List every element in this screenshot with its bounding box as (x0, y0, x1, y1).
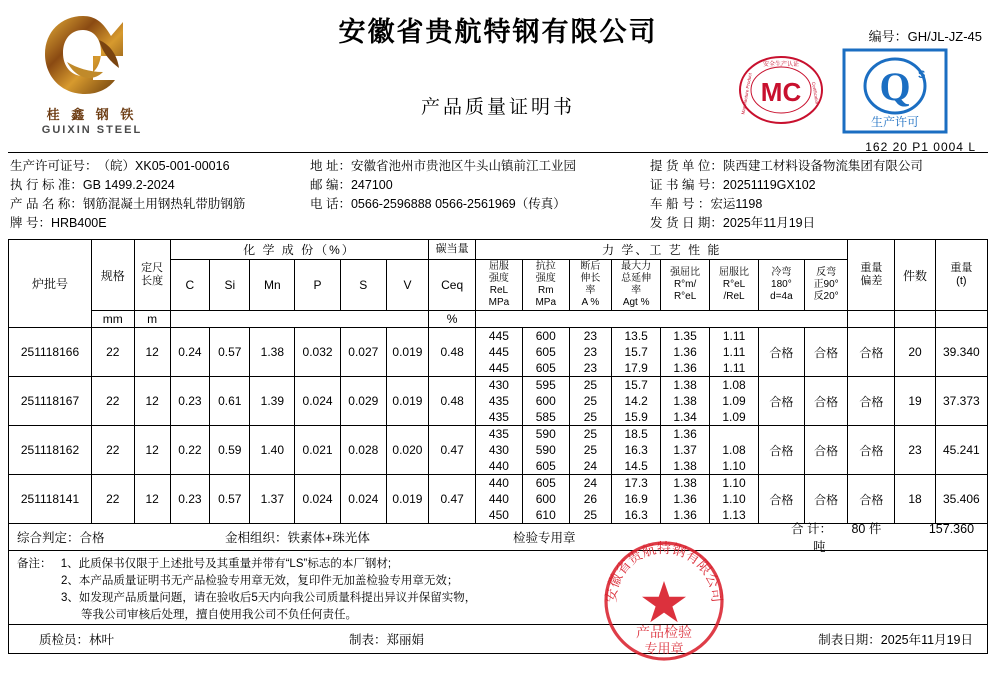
th-length-label: 定尺 长度 (141, 262, 164, 287)
table-row (9, 328, 988, 345)
th-weight-dev-label: 重量 偏差 (860, 262, 883, 287)
cell-v: 0.019 (386, 328, 429, 377)
th-c: C (170, 260, 209, 311)
license-no-label: 生产许可证号： (10, 159, 98, 173)
sq-production-license-seal-icon (842, 48, 948, 134)
cell-pieces: 19 (895, 377, 935, 426)
info-row-1 (8, 157, 988, 176)
cell-agt: 16.9 (612, 491, 661, 507)
cell-tensile-strength: 600 (522, 393, 569, 409)
cell-ceq: 0.48 (429, 328, 476, 377)
vehicle-no-value: 宏运1198 (710, 197, 763, 211)
notes-line-2: 2、本产品质量证明书无产品检验专用章无效，复印件无加盖检验专用章无效； (61, 575, 459, 587)
cell-pieces: 20 (895, 328, 935, 377)
cell-yield-strength: 445 (476, 360, 523, 377)
cell-weight-deviation: 合格 (848, 475, 895, 524)
cell-rebend: 合格 (804, 426, 848, 475)
prepared-by-label: 制表： (349, 633, 387, 647)
info-row-4 (8, 214, 988, 233)
cell-tensile-strength: 595 (522, 377, 569, 394)
cell-yield-strength: 440 (476, 458, 523, 475)
th-yield-strength-label: 屈服 强度 ReL MPa (488, 261, 510, 308)
th-mechanical-group: 力 学、工 艺 性 能 (476, 240, 848, 260)
info-block (8, 152, 988, 233)
cell-yield-ratio: 1.10 (710, 458, 759, 475)
phone-label: 电 话： (310, 197, 351, 211)
vehicle-no (650, 195, 988, 214)
cell-tensile-strength: 605 (522, 360, 569, 377)
cell-yield-strength: 445 (476, 344, 523, 360)
cell-weight: 35.406 (935, 475, 987, 524)
cell-tensile-strength: 600 (522, 491, 569, 507)
cell-s: 0.029 (340, 377, 386, 426)
cell-length: 12 (134, 475, 170, 524)
cell-elongation: 23 (569, 360, 612, 377)
ship-date-label: 发 货 日 期： (650, 216, 723, 230)
cell-agt: 17.9 (612, 360, 661, 377)
postcode (310, 176, 650, 195)
cell-mn: 1.37 (250, 475, 295, 524)
cell-mn: 1.38 (250, 328, 295, 377)
th-elongation (569, 260, 612, 311)
cell-yield-strength: 430 (476, 377, 523, 394)
cell-tensile-strength: 590 (522, 442, 569, 458)
svg-text:产品检验: 产品检验 (636, 625, 692, 641)
prepared-by (319, 630, 709, 648)
cell-elongation: 25 (569, 507, 612, 524)
th-agt (612, 260, 661, 311)
inspection-stamp-label: 检验专用章 (513, 531, 576, 545)
th-ceq-label: 碳当量 (435, 243, 469, 255)
grade-label: 牌 号： (10, 216, 51, 230)
mc-certification-seal-icon (738, 54, 824, 126)
cell-yield-ratio: 1.09 (710, 393, 759, 409)
svg-text:MC: MC (760, 77, 802, 107)
cell-yield-ratio (710, 426, 759, 443)
vehicle-no-label: 车 船 号 ： (650, 197, 711, 211)
cell-yield-strength: 450 (476, 507, 523, 524)
th-weight-label: 重量 (t) (950, 262, 973, 287)
license-no-value: （皖）XK05-001-00016 (97, 159, 230, 173)
svg-text:专用章: 专用章 (644, 642, 684, 657)
cell-strength-ratio: 1.38 (661, 475, 710, 492)
cell-strength-ratio: 1.37 (661, 442, 710, 458)
cell-p: 0.032 (295, 328, 341, 377)
cell-pieces: 18 (895, 475, 935, 524)
summary-row (8, 522, 988, 554)
cell-agt: 18.5 (612, 426, 661, 443)
cell-length: 12 (134, 328, 170, 377)
spacer-cell (310, 214, 650, 233)
th-yield-strength (476, 260, 523, 311)
th-tensile-strength (522, 260, 569, 311)
standard (8, 176, 310, 195)
document-title: 产品质量证明书 (420, 96, 575, 118)
th-furnace: 炉批号 (9, 240, 92, 328)
cell-mn: 1.39 (250, 377, 295, 426)
bottom-section (8, 522, 988, 657)
cell-yield-ratio: 1.08 (710, 377, 759, 394)
certificate-no-value: 20251119GX102 (722, 178, 816, 192)
cell-c: 0.24 (170, 328, 209, 377)
cell-weight-deviation: 合格 (848, 426, 895, 475)
cell-cold-bend: 合格 (759, 475, 805, 524)
th-elongation-label: 断后 伸长 率 A % (580, 261, 601, 308)
total-pieces: 80 件 (851, 522, 882, 536)
prepared-by-value: 郑丽娟 (386, 633, 425, 647)
cell-spec: 22 (91, 426, 134, 475)
th-cold-bend-label: 冷弯 180° d=4a (770, 267, 793, 302)
cell-elongation: 25 (569, 393, 612, 409)
totals (783, 519, 987, 555)
cell-ceq: 0.47 (429, 426, 476, 475)
qc-inspector-label: 质检员： (39, 633, 90, 647)
cell-length: 12 (134, 426, 170, 475)
table-row (9, 426, 988, 443)
svg-text:安徽省贵航特钢有限公司: 安徽省贵航特钢有限公司 (603, 541, 725, 604)
cell-weight: 37.373 (935, 377, 987, 426)
cell-pieces: 23 (895, 426, 935, 475)
cell-tensile-strength: 600 (522, 328, 569, 345)
cell-yield-strength: 435 (476, 409, 523, 426)
cell-weight-deviation: 合格 (848, 328, 895, 377)
product-name (8, 195, 310, 214)
cell-yield-strength: 435 (476, 393, 523, 409)
postcode-value: 247100 (350, 178, 393, 192)
cell-p: 0.024 (295, 377, 341, 426)
cell-strength-ratio: 1.34 (661, 409, 710, 426)
cell-yield-ratio: 1.11 (710, 344, 759, 360)
table-body (9, 328, 988, 524)
th-ceq-unit: % (429, 311, 476, 328)
svg-text:安全生产认证: 安全生产认证 (762, 61, 800, 68)
metallographic-structure (217, 528, 505, 546)
certificate-no-label: 证 书 编 号： (650, 178, 723, 192)
grade (8, 214, 310, 233)
prepared-date-label: 制表日期： (818, 633, 881, 647)
cell-agt: 17.3 (612, 475, 661, 492)
cell-si: 0.61 (210, 377, 250, 426)
th-rebend-label: 反弯 正90° 反20° (813, 267, 839, 302)
cell-yield-ratio: 1.10 (710, 475, 759, 492)
th-v: V (386, 260, 429, 311)
cell-elongation: 24 (569, 475, 612, 492)
phone-value: 0566-2596888 0566-2561969（传真） (350, 197, 566, 211)
svg-text:S: S (918, 69, 926, 81)
info-row-2 (8, 176, 988, 195)
th-weight-dev-unit (848, 311, 895, 328)
standard-value: GB 1499.2-2024 (82, 178, 175, 192)
cell-s: 0.024 (340, 475, 386, 524)
cell-ceq: 0.47 (429, 475, 476, 524)
th-rebend (804, 260, 848, 311)
table-header-row-3 (9, 311, 988, 328)
metallographic-label: 金相组织： (225, 531, 288, 545)
cell-strength-ratio: 1.36 (661, 360, 710, 377)
cell-strength-ratio: 1.36 (661, 507, 710, 524)
th-p: P (295, 260, 341, 311)
cell-agt: 13.5 (612, 328, 661, 345)
notes-line-4: 等我公司审核后处理，擅自使用我公司不负任何责任。 (81, 609, 357, 621)
signature-row (8, 625, 988, 654)
cell-spec: 22 (91, 377, 134, 426)
cell-agt: 14.2 (612, 393, 661, 409)
th-s: S (340, 260, 386, 311)
cell-rebend: 合格 (804, 475, 848, 524)
th-chem-unit (170, 311, 429, 328)
qc-inspector (9, 630, 319, 648)
cell-weight-deviation: 合格 (848, 377, 895, 426)
cell-tensile-strength: 605 (522, 344, 569, 360)
th-ceq-group (429, 240, 476, 260)
cell-strength-ratio: 1.36 (661, 491, 710, 507)
th-tensile-strength-label: 抗拉 强度 Rm MPa (535, 261, 557, 308)
cell-ceq: 0.48 (429, 377, 476, 426)
document-header (0, 0, 996, 152)
total-label: 合 计： (791, 522, 832, 536)
cell-yield-strength: 440 (476, 491, 523, 507)
ship-date-value: 2025年11月19日 (722, 216, 816, 230)
cell-spec: 22 (91, 475, 134, 524)
inspection-table (8, 239, 988, 524)
cell-strength-ratio: 1.38 (661, 458, 710, 475)
cell-furnace-no: 251118166 (9, 328, 92, 377)
grade-value: HRB400E (50, 216, 107, 230)
cell-cold-bend: 合格 (759, 426, 805, 475)
barcode-number: 162 20 P1 0004 L (865, 140, 976, 154)
product-name-value: 钢筋混凝土用钢热轧带肋钢筋 (82, 197, 246, 211)
th-cold-bend (759, 260, 805, 311)
metallographic-value: 铁素体+珠光体 (287, 531, 370, 545)
th-chemistry-group: 化 学 成 份（%） (170, 240, 429, 260)
cell-yield-ratio: 1.11 (710, 328, 759, 345)
cell-furnace-no: 251118162 (9, 426, 92, 475)
cell-strength-ratio: 1.36 (661, 426, 710, 443)
cell-cold-bend: 合格 (759, 377, 805, 426)
cell-strength-ratio: 1.38 (661, 377, 710, 394)
cell-s: 0.028 (340, 426, 386, 475)
cell-cold-bend: 合格 (759, 328, 805, 377)
ship-date (650, 214, 988, 233)
svg-text:生产许可: 生产许可 (870, 115, 920, 129)
qc-inspector-value: 林叶 (89, 633, 115, 647)
cell-agt: 14.5 (612, 458, 661, 475)
cell-elongation: 26 (569, 491, 612, 507)
notes-title: 备注： (17, 558, 52, 570)
cell-s: 0.027 (340, 328, 386, 377)
notes-line-3: 3、如发现产品质量问题，请在验收后5天内向我公司质量科提出异议并保留实物， (61, 592, 477, 604)
svg-text:Q: Q (879, 64, 911, 109)
total-unit: 吨 (813, 540, 826, 554)
cell-yield-ratio: 1.13 (710, 507, 759, 524)
cell-mn: 1.40 (250, 426, 295, 475)
cell-v: 0.020 (386, 426, 429, 475)
th-mech-unit (476, 311, 848, 328)
cell-yield-strength: 435 (476, 426, 523, 443)
cell-length: 12 (134, 377, 170, 426)
cell-strength-ratio: 1.38 (661, 393, 710, 409)
logo-english-text: GUIXIN STEEL (41, 124, 143, 136)
cell-elongation: 25 (569, 442, 612, 458)
document-number: 编号：GH/JL-JZ-45 (868, 29, 982, 44)
cell-elongation: 25 (569, 409, 612, 426)
th-strength-ratio-label: 强屈比 R°m/ R°eL (670, 267, 701, 302)
cell-v: 0.019 (386, 377, 429, 426)
cell-agt: 16.3 (612, 507, 661, 524)
th-spec-label: 规格 (100, 268, 125, 283)
cell-rebend: 合格 (804, 328, 848, 377)
cell-c: 0.22 (170, 426, 209, 475)
total-weight: 157.360 (928, 522, 975, 536)
cell-elongation: 25 (569, 426, 612, 443)
cell-elongation: 23 (569, 328, 612, 345)
cell-elongation: 25 (569, 377, 612, 394)
table-row (9, 475, 988, 492)
standard-label: 执 行 标 准： (10, 178, 83, 192)
cell-strength-ratio: 1.35 (661, 328, 710, 345)
overall-judgement (9, 528, 217, 546)
consignee (650, 157, 988, 176)
cell-tensile-strength: 605 (522, 458, 569, 475)
th-yield-ratio (710, 260, 759, 311)
cell-tensile-strength: 590 (522, 426, 569, 443)
cell-weight: 39.340 (935, 328, 987, 377)
table-row (9, 377, 988, 394)
info-row-3 (8, 195, 988, 214)
cell-furnace-no: 251118167 (9, 377, 92, 426)
consignee-label: 提 货 单 位： (650, 159, 723, 173)
th-pieces (895, 240, 935, 311)
th-spec-unit: mm (91, 311, 134, 328)
th-agt-label: 最大力 总延伸 率 Agt % (621, 261, 652, 308)
cell-si: 0.57 (210, 475, 250, 524)
certificate-no (650, 176, 988, 195)
th-weight-dev (848, 240, 895, 311)
cell-yield-strength: 440 (476, 475, 523, 492)
cell-weight: 45.241 (935, 426, 987, 475)
cell-c: 0.23 (170, 475, 209, 524)
cell-agt: 15.7 (612, 344, 661, 360)
address-label: 地 址： (310, 159, 351, 173)
cell-p: 0.021 (295, 426, 341, 475)
th-length (134, 240, 170, 311)
cell-tensile-strength: 585 (522, 409, 569, 426)
product-name-label: 产 品 名 称： (10, 197, 83, 211)
consignee-value: 陕西建工材料设备物流集团有限公司 (722, 159, 923, 173)
address (310, 157, 650, 176)
cell-yield-ratio: 1.10 (710, 491, 759, 507)
cell-furnace-no: 251118141 (9, 475, 92, 524)
th-mn: Mn (250, 260, 295, 311)
cell-v: 0.019 (386, 475, 429, 524)
cell-yield-ratio: 1.11 (710, 360, 759, 377)
address-value: 安徽省池州市贵池区牛头山镇前江工业园 (350, 159, 576, 173)
th-yield-ratio-label: 屈服比 R°eL /ReL (719, 267, 750, 302)
overall-judgement-value: 合格 (79, 531, 105, 545)
overall-judgement-label: 综合判定： (17, 531, 80, 545)
th-pieces-unit (895, 311, 935, 328)
postcode-label: 邮 编： (310, 178, 351, 192)
th-ceq-name: Ceq (429, 260, 476, 311)
svg-text:Certification: Certification (810, 81, 821, 106)
cell-yield-strength: 430 (476, 442, 523, 458)
cell-yield-strength: 445 (476, 328, 523, 345)
company-name: 安徽省贵航特钢有限公司 (338, 17, 658, 48)
th-length-unit: m (134, 311, 170, 328)
th-weight-unit (935, 311, 987, 328)
license-no (8, 157, 310, 176)
th-strength-ratio (661, 260, 710, 311)
svg-text:Manufacture Product: Manufacture Product (740, 72, 753, 115)
cell-si: 0.59 (210, 426, 250, 475)
cell-elongation: 23 (569, 344, 612, 360)
phone (310, 195, 650, 214)
logo-chinese-text: 桂 鑫 钢 铁 (46, 107, 138, 122)
cell-elongation: 24 (569, 458, 612, 475)
cell-rebend: 合格 (804, 377, 848, 426)
prepared-date (709, 630, 987, 648)
th-weight (935, 240, 987, 311)
table-header-row-1 (9, 240, 988, 260)
cell-yield-ratio: 1.08 (710, 442, 759, 458)
cell-spec: 22 (91, 328, 134, 377)
cell-c: 0.23 (170, 377, 209, 426)
th-spec (91, 240, 134, 311)
cell-agt: 15.9 (612, 409, 661, 426)
th-pieces-label: 件数 (903, 268, 928, 283)
cell-yield-ratio: 1.09 (710, 409, 759, 426)
cell-p: 0.024 (295, 475, 341, 524)
cell-tensile-strength: 610 (522, 507, 569, 524)
prepared-date-value: 2025年11月19日 (880, 633, 973, 647)
cell-tensile-strength: 605 (522, 475, 569, 492)
cell-strength-ratio: 1.36 (661, 344, 710, 360)
cell-si: 0.57 (210, 328, 250, 377)
th-si: Si (210, 260, 250, 311)
cell-agt: 15.7 (612, 377, 661, 394)
notes-line-1: 1、此质保书仅限于上述批号及其重量并带有“LS”标志的本厂钢材; (60, 558, 392, 570)
cell-agt: 16.3 (612, 442, 661, 458)
